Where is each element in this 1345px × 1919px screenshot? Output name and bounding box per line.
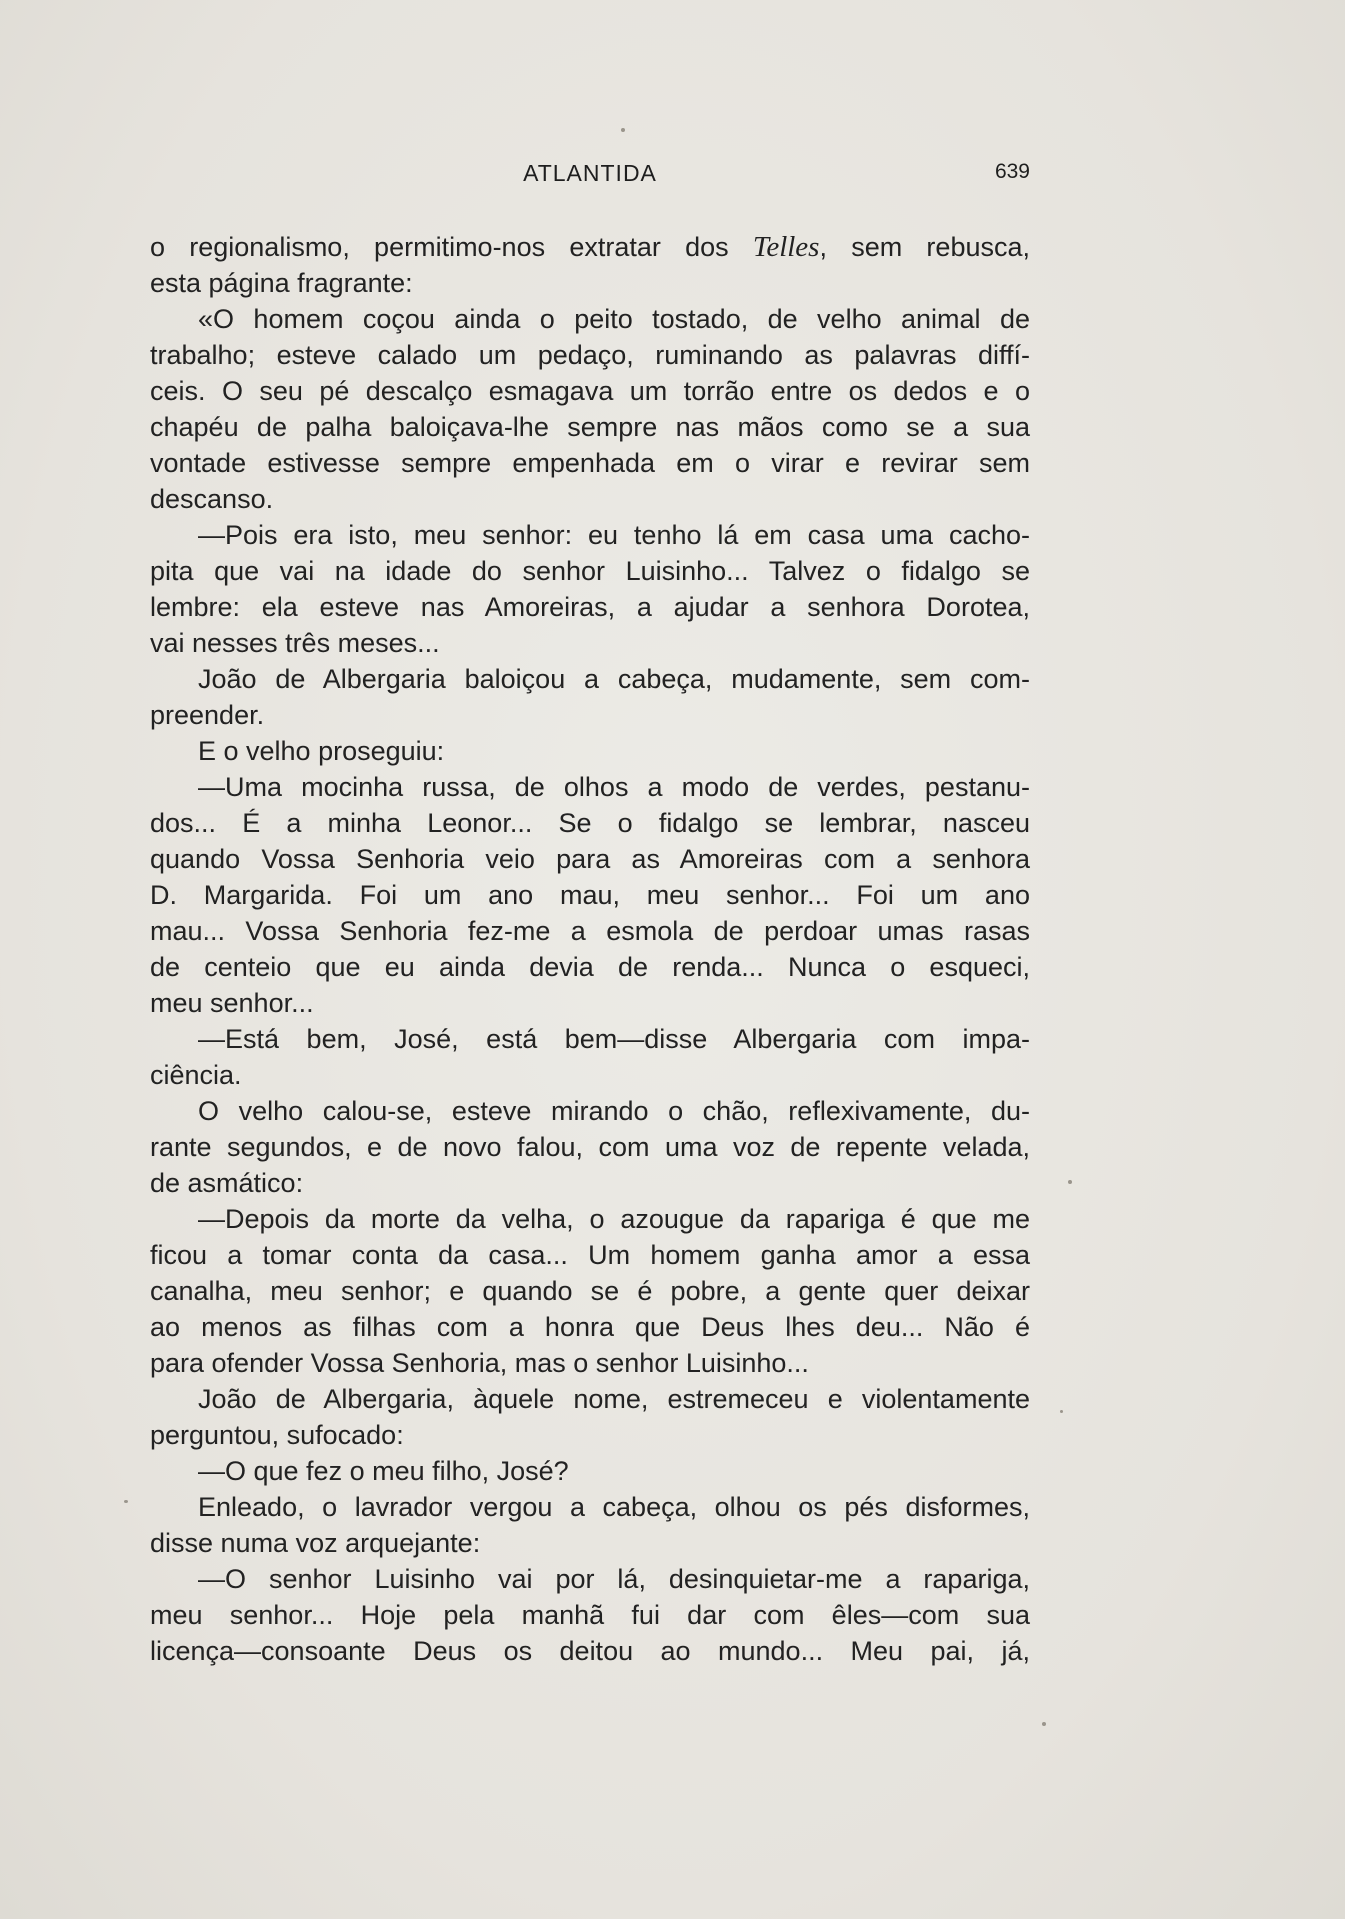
text-line: —Uma mocinha russa, de olhos a modo de verdes, pestanu- bbox=[198, 772, 1030, 802]
page-header bbox=[150, 160, 1030, 200]
text-line: meu senhor... Hoje pela manhã fui dar com êles—com sua bbox=[150, 1600, 1030, 1630]
text-line: o regionalismo, permitimo-nos extratar dos Telles, sem rebusca, bbox=[150, 231, 1030, 263]
text-line: vontade estivesse sempre empenhada em o virar e revirar sem bbox=[150, 448, 1030, 478]
text-line: para ofender Vossa Senhoria, mas o senhor Luisinho... bbox=[150, 1348, 809, 1378]
text-line: licença—consoante Deus os deitou ao mundo... Meu pai, já, bbox=[150, 1636, 1030, 1666]
text-line: —O senhor Luisinho vai por lá, desinquietar-me a rapariga, bbox=[198, 1564, 1030, 1594]
text-line: ficou a tomar conta da casa... Um homem ganha amor a essa bbox=[150, 1240, 1030, 1270]
text-line: lembre: ela esteve nas Amoreiras, a ajudar a senhora Dorotea, bbox=[150, 592, 1030, 622]
running-title: ATLANTIDA bbox=[523, 160, 657, 186]
book-title-italic: Telles bbox=[752, 231, 820, 263]
body-text bbox=[150, 229, 1030, 1669]
paper-speck bbox=[1042, 1722, 1046, 1726]
text-line: mau... Vossa Senhoria fez-me a esmola de perdoar umas rasas bbox=[150, 916, 1030, 946]
text-line: trabalho; esteve calado um pedaço, ruminando as palavras diffí- bbox=[150, 340, 1030, 370]
text-line: perguntou, sufocado: bbox=[150, 1420, 404, 1450]
paper-speck bbox=[621, 128, 625, 132]
text-line: —Depois da morte da velha, o azougue da rapariga é que me bbox=[198, 1204, 1030, 1234]
text-line: esta página fragrante: bbox=[150, 268, 413, 298]
text-line: de centeio que eu ainda devia de renda... Nunca o esqueci, bbox=[150, 952, 1030, 982]
paper-speck bbox=[124, 1500, 128, 1503]
text-line: D. Margarida. Foi um ano mau, meu senhor... Foi um ano bbox=[150, 880, 1030, 910]
text-line: ciência. bbox=[150, 1060, 242, 1090]
text-line: ceis. O seu pé descalço esmagava um torrão entre os dedos e o bbox=[150, 376, 1030, 406]
text-line: quando Vossa Senhoria veio para as Amoreiras com a senhora bbox=[150, 844, 1030, 874]
text-line: João de Albergaria baloiçou a cabeça, mudamente, sem com- bbox=[198, 664, 1030, 694]
text-line: preender. bbox=[150, 700, 265, 730]
text-line: canalha, meu senhor; e quando se é pobre, a gente quer deixar bbox=[150, 1276, 1030, 1306]
page-number: 639 bbox=[994, 160, 1030, 183]
text-line: Enleado, o lavrador vergou a cabeça, olhou os pés disformes, bbox=[198, 1492, 1030, 1522]
text-line: —Está bem, José, está bem—disse Albergaria com impa- bbox=[198, 1024, 1030, 1054]
text-line: —Pois era isto, meu senhor: eu tenho lá em casa uma cacho- bbox=[198, 520, 1030, 550]
text-line: disse numa voz arquejante: bbox=[150, 1528, 481, 1558]
text-line: João de Albergaria, àquele nome, estremeceu e violentamente bbox=[198, 1384, 1030, 1414]
text-line: —O que fez o meu filho, José? bbox=[198, 1456, 569, 1486]
text-line: pita que vai na idade do senhor Luisinho... Talvez o fidalgo se bbox=[150, 556, 1030, 586]
text-line: O velho calou-se, esteve mirando o chão, reflexivamente, du- bbox=[198, 1096, 1030, 1126]
text-line: E o velho proseguiu: bbox=[198, 736, 445, 766]
paper-speck bbox=[1068, 1180, 1072, 1184]
paper-speck bbox=[1060, 1410, 1063, 1413]
text-line: meu senhor... bbox=[150, 988, 314, 1018]
text-line: de asmático: bbox=[150, 1168, 304, 1198]
text-line: ao menos as filhas com a honra que Deus lhes deu... Não é bbox=[150, 1312, 1030, 1342]
text-line: rante segundos, e de novo falou, com uma voz de repente velada, bbox=[150, 1132, 1030, 1162]
text-line: «O homem coçou ainda o peito tostado, de velho animal de bbox=[198, 304, 1030, 334]
text-line: descanso. bbox=[150, 484, 274, 514]
text-line: vai nesses três meses... bbox=[150, 628, 440, 658]
text-line: dos... É a minha Leonor... Se o fidalgo se lembrar, nasceu bbox=[150, 808, 1030, 838]
text-line: chapéu de palha baloiçava-lhe sempre nas mãos como se a sua bbox=[150, 412, 1030, 442]
